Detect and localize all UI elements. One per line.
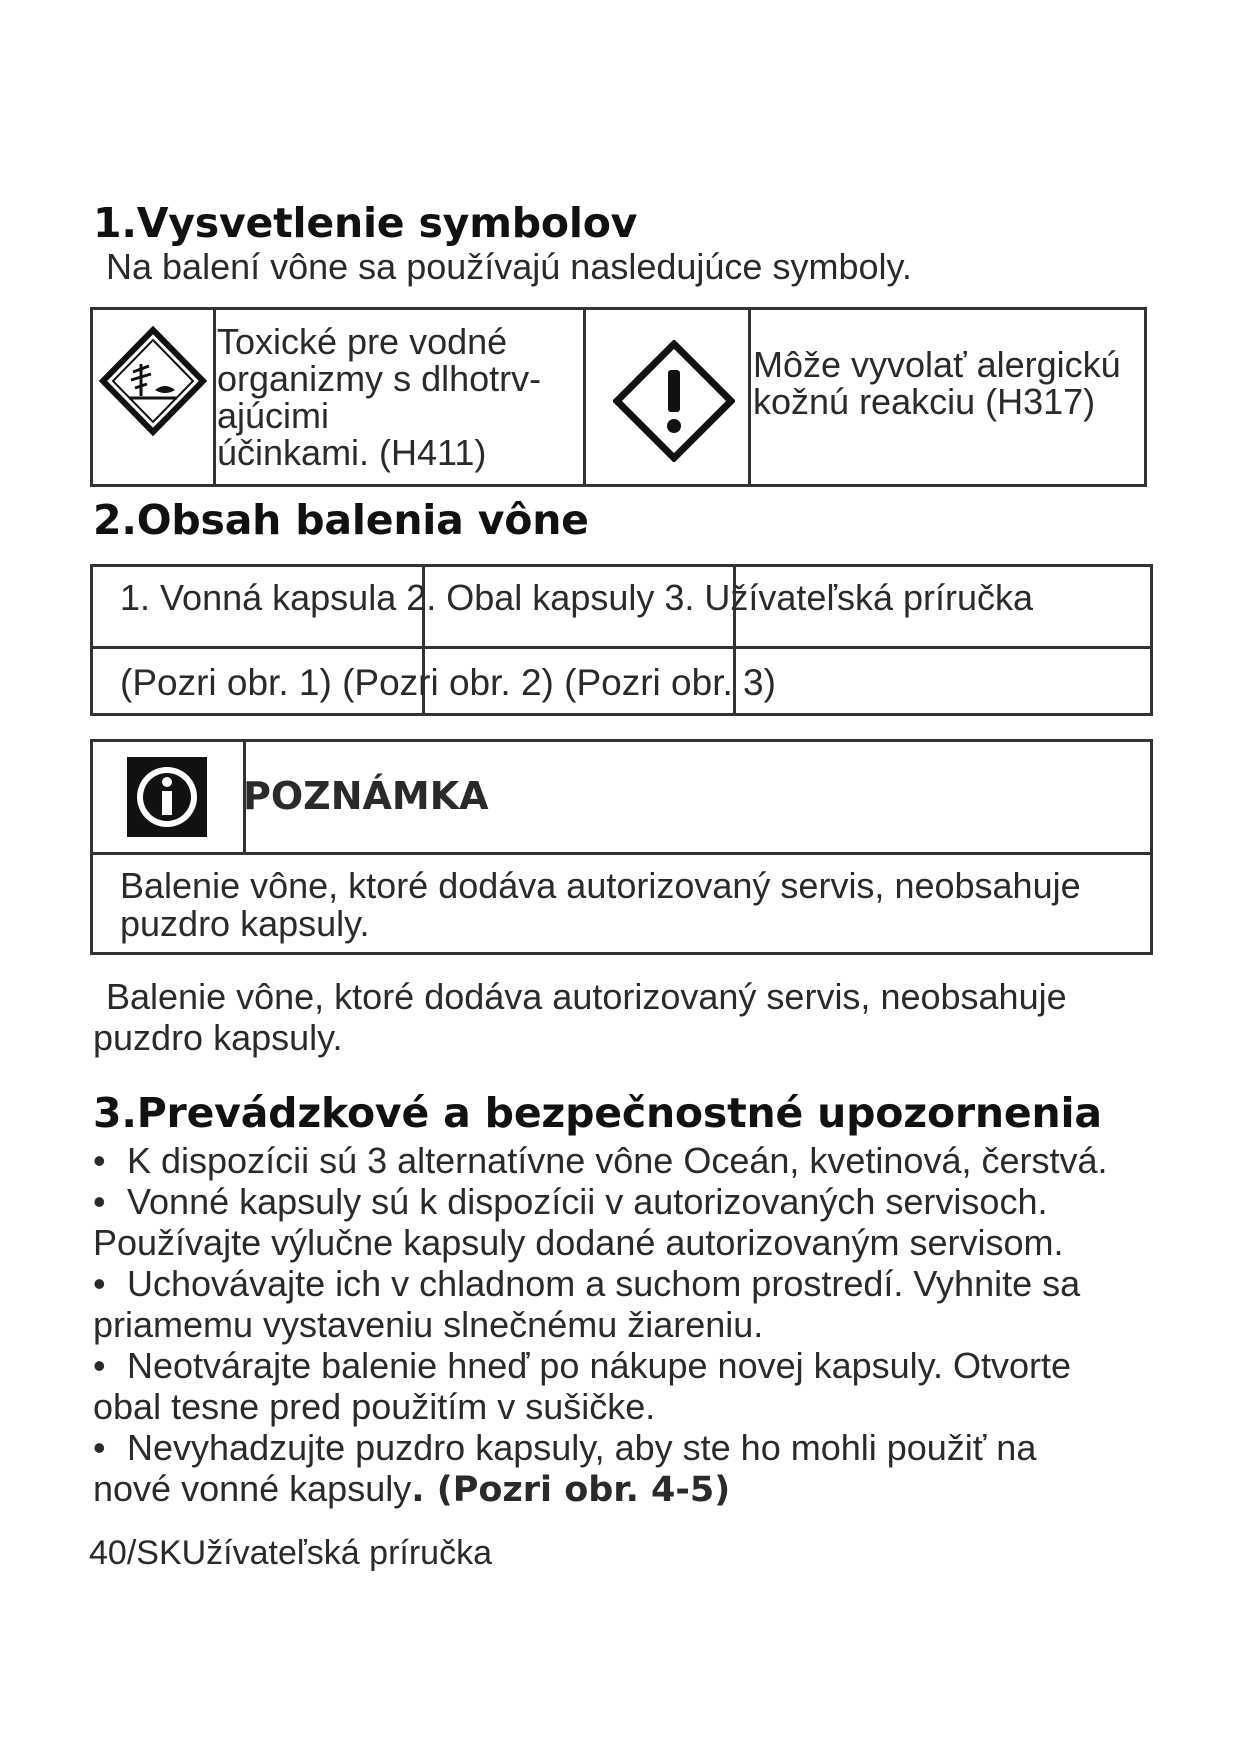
list-item: • K dispozícii sú 3 alternatívne vône Oceán, kvetinová, čerstvá. (93, 1140, 1108, 1181)
note-body: Balenie vône, ktoré dodáva autorizovaný servis, neobsahuje puzdro kapsuly. (120, 865, 1081, 945)
page-number: 40/SK (89, 1534, 182, 1572)
page-footer (89, 1534, 492, 1573)
section-1-heading: 1.Vysvetlenie symbolov (93, 199, 638, 247)
footer-title: Užívateľská príručka (181, 1534, 492, 1572)
list-item: • Vonné kapsuly sú k dispozícii v autorizovaných servisoch. Používajte výlučne kapsuly dodané autorizovaným servisom. (93, 1181, 1064, 1263)
section-1-intro: Na balení vône sa používajú nasledujúce symboly. (106, 246, 912, 287)
note-repeat-paragraph: Balenie vône, ktoré dodáva autorizovaný servis, neobsahuje puzdro kapsuly. (93, 976, 1067, 1059)
list-item: • Nevyhadzujte puzdro kapsuly, aby ste ho mohli použiť na nové vonné kapsuly. (Pozri obr. 4-5) (93, 1427, 1037, 1510)
contents-items-row: 1. Vonná kapsula 2. Obal kapsuly 3. Užívateľská príručka (120, 577, 1034, 618)
safety-list (93, 1140, 1108, 1511)
note-title: POZNÁMKA (243, 774, 489, 818)
section-3-heading: 3.Prevádzkové a bezpečnostné upozornenia (93, 1089, 1102, 1137)
symbol-1-description: Toxické pre vodné organizmy s dlhotrv- ajúcimi účinkami. (H411) (217, 321, 542, 474)
figure-reference: . (Pozri obr. 4-5) (411, 1470, 731, 1510)
info-icon (127, 757, 207, 837)
contents-figures-row: (Pozri obr. 1) (Pozri obr. 2) (Pozri obr. 3) (120, 662, 776, 703)
environment-hazard-icon (99, 326, 207, 436)
symbols-table (90, 307, 1147, 487)
note-box (90, 739, 1153, 955)
section-2-heading: 2.Obsah balenia vône (93, 496, 589, 544)
list-item: • Neotvárajte balenie hneď po nákupe novej kapsuly. Otvorte obal tesne pred použitím v sušičke. (93, 1345, 1072, 1427)
list-item: • Uchovávajte ich v chladnom a suchom prostredí. Vyhnite sa priamemu vystaveniu slnečnému žiareniu. (93, 1263, 1081, 1345)
package-contents-table (90, 564, 1153, 716)
symbol-2-description: Môže vyvolať alergickú kožnú reakciu (H317) (753, 344, 1121, 423)
exclamation-hazard-icon (613, 340, 735, 462)
